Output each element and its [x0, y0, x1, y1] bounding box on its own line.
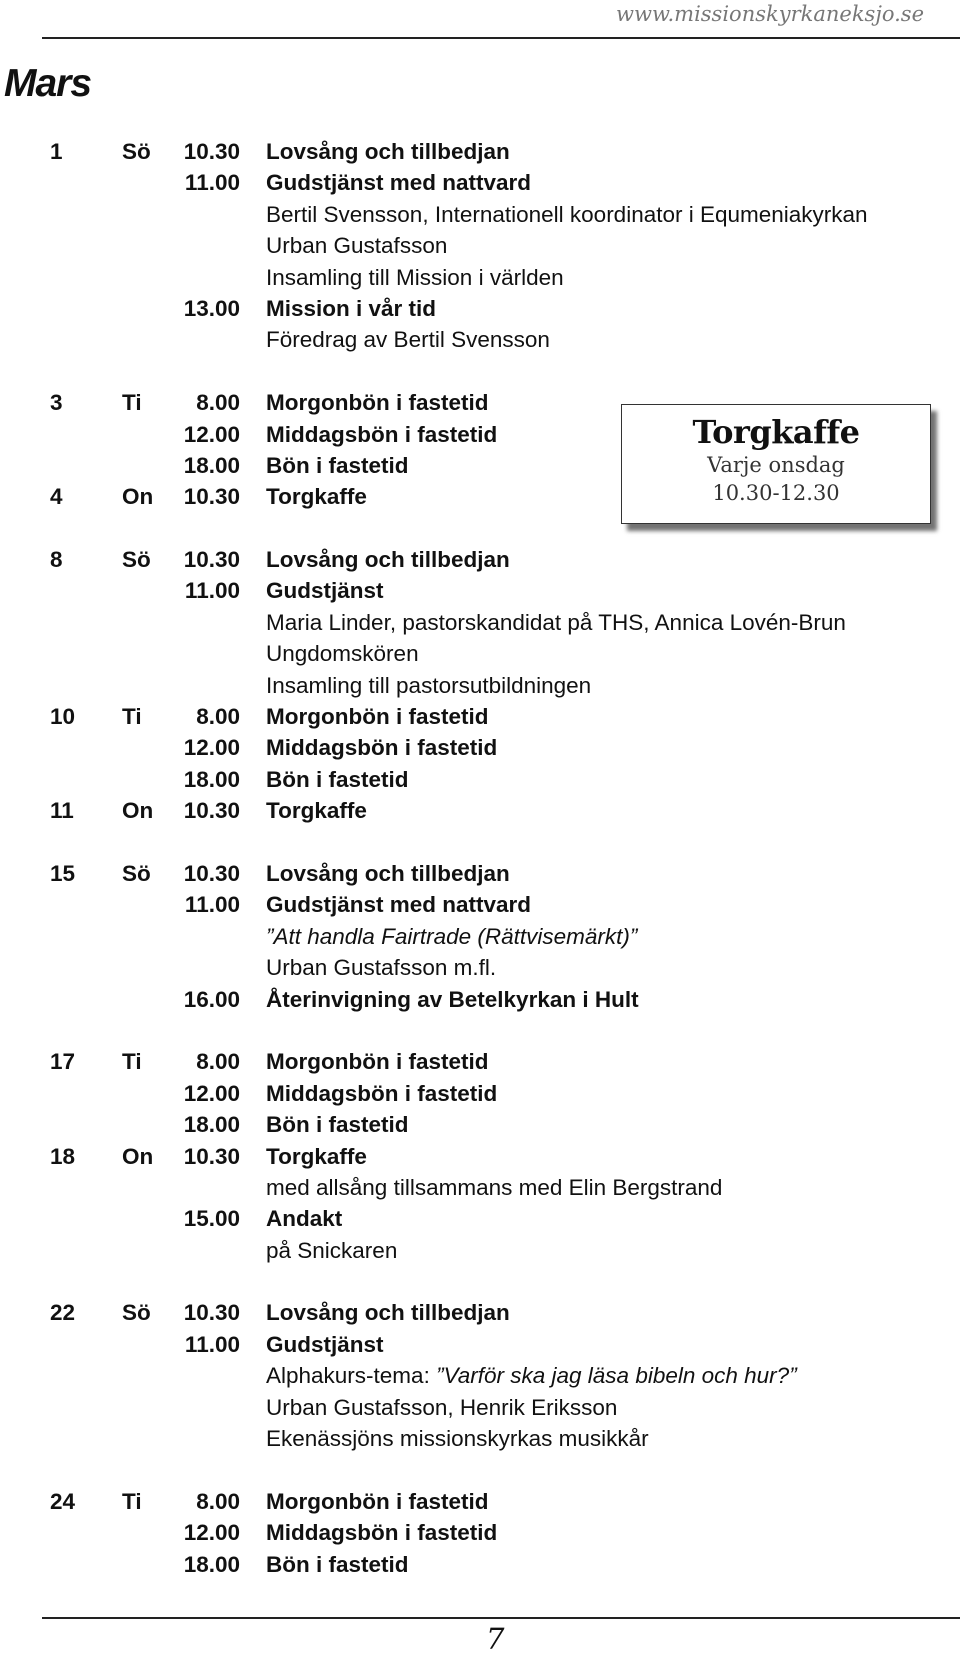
schedule-row — [0, 230, 960, 261]
event-title: Torgkaffe — [266, 798, 367, 824]
event-title: Lovsång och tillbedjan — [266, 1300, 510, 1326]
event-detail: Insamling till Mission i världen — [266, 264, 564, 290]
schedule-row — [0, 984, 960, 1015]
event-time: 18.00 — [183, 452, 240, 478]
schedule-list — [0, 136, 960, 1580]
day-number: 11 — [50, 798, 74, 824]
schedule-row — [0, 544, 960, 575]
event-time: 8.00 — [196, 1488, 240, 1514]
weekday: Sö — [122, 1300, 151, 1326]
event-time: 10.30 — [183, 860, 240, 886]
schedule-row — [0, 575, 960, 606]
schedule-row — [0, 324, 960, 355]
event-title: Gudstjänst — [266, 1331, 384, 1357]
schedule-row — [0, 670, 960, 701]
event-title: Lovsång och tillbedjan — [266, 860, 510, 886]
schedule-row — [0, 262, 960, 293]
event-title: Lovsång och tillbedjan — [266, 547, 510, 573]
event-title: Andakt — [266, 1206, 343, 1232]
callout-time: 10.30-12.30 — [712, 481, 840, 505]
event-time: 8.00 — [196, 704, 240, 730]
event-detail: Urban Gustafsson m.fl. — [266, 955, 497, 981]
schedule-row — [0, 1172, 960, 1203]
event-detail: Urban Gustafsson — [266, 233, 448, 259]
event-time: 15.00 — [183, 1206, 240, 1232]
event-time: 10.30 — [183, 139, 240, 164]
event-time: 12.00 — [183, 1080, 240, 1106]
event-title: Bön i fastetid — [266, 1112, 409, 1138]
day-number: 3 — [50, 390, 63, 416]
month-title: Mars — [4, 62, 92, 105]
callout-day: Varje onsdag — [707, 453, 845, 477]
event-detail: Bertil Svensson, Internationell koordinator i Equmeniakyrkan — [266, 201, 868, 227]
torgkaffe-callout — [621, 404, 931, 524]
event-title: Bön i fastetid — [266, 1551, 409, 1577]
event-title: Gudstjänst med nattvard — [266, 892, 532, 918]
schedule-row — [0, 795, 960, 826]
schedule-row — [0, 167, 960, 198]
event-time: 18.00 — [183, 766, 240, 792]
event-title: Mission i vår tid — [266, 295, 437, 321]
schedule-row — [0, 1046, 960, 1077]
event-title: Gudstjänst — [266, 578, 384, 604]
event-time: 18.00 — [183, 1551, 240, 1577]
schedule-row — [0, 921, 960, 952]
weekday: On — [122, 484, 154, 510]
schedule-row — [0, 1235, 960, 1266]
weekday: Ti — [122, 390, 142, 416]
event-title: Morgonbön i fastetid — [266, 1488, 489, 1514]
event-detail: Ekenässjöns missionskyrkas musikkår — [266, 1426, 649, 1452]
schedule-row — [0, 607, 960, 638]
schedule-row — [0, 1109, 960, 1140]
schedule-row — [0, 889, 960, 920]
event-title: Gudstjänst med nattvard — [266, 170, 532, 196]
event-title: Middagsbön i fastetid — [266, 1520, 498, 1546]
event-time: 10.30 — [183, 798, 240, 824]
event-time: 12.00 — [183, 421, 240, 447]
event-title: Middagsbön i fastetid — [266, 1080, 498, 1106]
event-time: 11.00 — [184, 170, 240, 196]
site-url[interactable]: www.missionskyrkaneksjo.se — [616, 2, 924, 26]
schedule-row — [0, 952, 960, 983]
schedule-row — [0, 701, 960, 732]
weekday: Ti — [122, 704, 142, 730]
callout-title: Torgkaffe — [692, 413, 860, 451]
weekday: On — [122, 798, 154, 824]
bottom-divider — [42, 1617, 960, 1619]
event-title: Morgonbön i fastetid — [266, 704, 489, 730]
schedule-row — [0, 1329, 960, 1360]
event-title: Torgkaffe — [266, 1143, 367, 1169]
schedule-row — [0, 1486, 960, 1517]
event-time: 10.30 — [183, 1300, 240, 1326]
weekday: Sö — [122, 547, 151, 573]
event-time: 10.30 — [183, 547, 240, 573]
weekday: Ti — [122, 1049, 142, 1075]
event-detail: Föredrag av Bertil Svensson — [266, 327, 550, 353]
event-time: 8.00 — [196, 390, 240, 416]
schedule-row — [0, 1423, 960, 1454]
weekday: On — [122, 1143, 154, 1169]
schedule-row — [0, 1392, 960, 1423]
event-title: Bön i fastetid — [266, 766, 409, 792]
event-title: Torgkaffe — [266, 484, 367, 510]
day-number: 1 — [50, 139, 63, 164]
weekday: Ti — [122, 1488, 142, 1514]
day-number: 15 — [50, 860, 76, 886]
event-title: Lovsång och tillbedjan — [266, 139, 510, 164]
schedule-row — [0, 136, 960, 167]
event-detail: Urban Gustafsson, Henrik Eriksson — [266, 1394, 618, 1420]
day-number: 24 — [50, 1488, 76, 1514]
event-time: 12.00 — [183, 1520, 240, 1546]
page-number: 7 — [486, 1622, 505, 1656]
event-detail: Ungdomskören — [266, 641, 419, 667]
event-title: Morgonbön i fastetid — [266, 1049, 489, 1075]
event-time: 10.30 — [183, 1143, 240, 1169]
schedule-row — [0, 638, 960, 669]
event-time: 18.00 — [183, 1112, 240, 1138]
event-title: Middagsbön i fastetid — [266, 421, 498, 447]
day-number: 22 — [50, 1300, 76, 1326]
event-time: 8.00 — [196, 1049, 240, 1075]
weekday: Sö — [122, 860, 151, 886]
event-detail: ”Att handla Fairtrade (Rättvisemärkt)” — [266, 923, 638, 949]
event-time: 11.00 — [184, 1331, 240, 1357]
top-divider — [42, 37, 960, 39]
event-time: 11.00 — [184, 892, 240, 918]
schedule-row — [0, 1141, 960, 1172]
day-number: 18 — [50, 1143, 76, 1169]
schedule-row — [0, 732, 960, 763]
event-detail: på Snickaren — [266, 1237, 398, 1263]
schedule-row — [0, 199, 960, 230]
day-number: 4 — [50, 484, 63, 510]
event-title: Återinvigning av Betelkyrkan i Hult — [266, 986, 639, 1012]
schedule-row — [0, 858, 960, 889]
day-number: 17 — [50, 1049, 76, 1075]
day-number: 10 — [50, 704, 76, 730]
schedule-row — [0, 1297, 960, 1328]
schedule-row — [0, 1078, 960, 1109]
schedule-row — [0, 1203, 960, 1234]
schedule-row — [0, 1549, 960, 1580]
schedule-row — [0, 764, 960, 795]
weekday: Sö — [122, 139, 151, 164]
event-detail: med allsång tillsammans med Elin Bergstrand — [266, 1174, 723, 1200]
event-title: Bön i fastetid — [266, 452, 409, 478]
event-detail: Alphakurs-tema: ”Varför ska jag läsa bibeln och hur?” — [266, 1363, 797, 1389]
event-title: Middagsbön i fastetid — [266, 735, 498, 761]
event-detail: Insamling till pastorsutbildningen — [266, 672, 592, 698]
event-detail: Maria Linder, pastorskandidat på THS, Annica Lovén-Brun — [266, 609, 846, 635]
event-title: Morgonbön i fastetid — [266, 390, 489, 416]
schedule-row — [0, 1360, 960, 1391]
day-number: 8 — [50, 547, 63, 573]
event-time: 12.00 — [183, 735, 240, 761]
event-time: 13.00 — [183, 295, 240, 321]
event-time: 16.00 — [183, 986, 240, 1012]
schedule-row — [0, 293, 960, 324]
event-time: 11.00 — [184, 578, 240, 604]
schedule-row — [0, 1517, 960, 1548]
event-time: 10.30 — [183, 484, 240, 510]
